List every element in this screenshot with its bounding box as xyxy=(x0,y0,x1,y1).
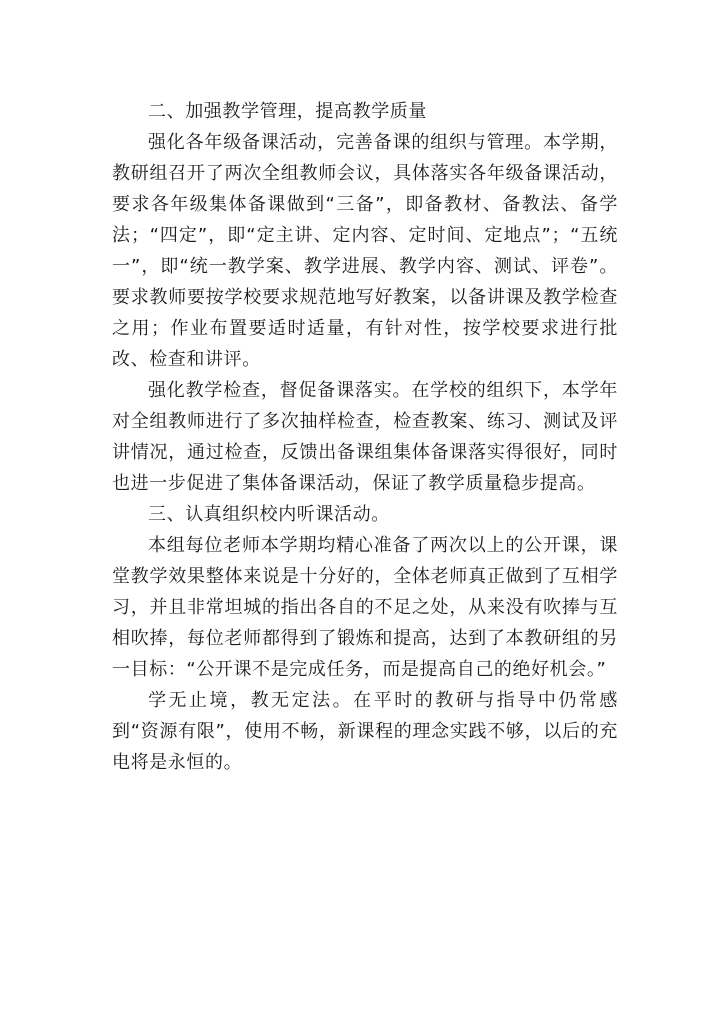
paragraph: 强化教学检查，督促备课落实。在学校的组织下，本学年对全组教师进行了多次抽样检查，检查教案、练习、测试及评讲情况，通过检查，反馈出备课组集体备课落实得很好，同时也进一步促进了集体备课活动，保证了教学质量稳步提高。 xyxy=(112,380,618,494)
paragraph: 学无止境，教无定法。在平时的教研与指导中仍常感到“资源有限”，使用不畅，新课程的理念实践不够，以后的充电将是永恒的。 xyxy=(112,690,618,773)
paragraph: 本组每位老师本学期均精心准备了两次以上的公开课，课堂教学效果整体来说是十分好的，全体老师真正做到了互相学习，并且非常坦城的指出各自的不足之处，从来没有吹捧与互相吹捧，每位老师都得到了锻炼和提高，达到了本教研组的另一目标：“公开课不是完成任务，而是提高自己的绝好机会。” xyxy=(112,535,618,680)
document-body xyxy=(112,96,618,778)
paragraph: 强化各年级备课活动，完善备课的组织与管理。本学期，教研组召开了两次全组教师会议，具体落实各年级备课活动，要求各年级集体备课做到“三备”，即备教材、备教法、备学法；“四定”，即“定主讲、定内容、定时间、定地点”；“五统一”，即“统一教学案、教学进展、教学内容、测试、评卷”。要求教师要按学校要求规范地写好教案，以备讲课及教学检查之用；作业布置要适时适量，有针对性，按学校要求进行批改、检查和讲评。 xyxy=(112,132,618,370)
section-heading-2: 二、加强教学管理，提高教学质量 xyxy=(148,101,427,122)
section-heading-3: 三、认真组织校内听课活动。 xyxy=(148,504,390,525)
